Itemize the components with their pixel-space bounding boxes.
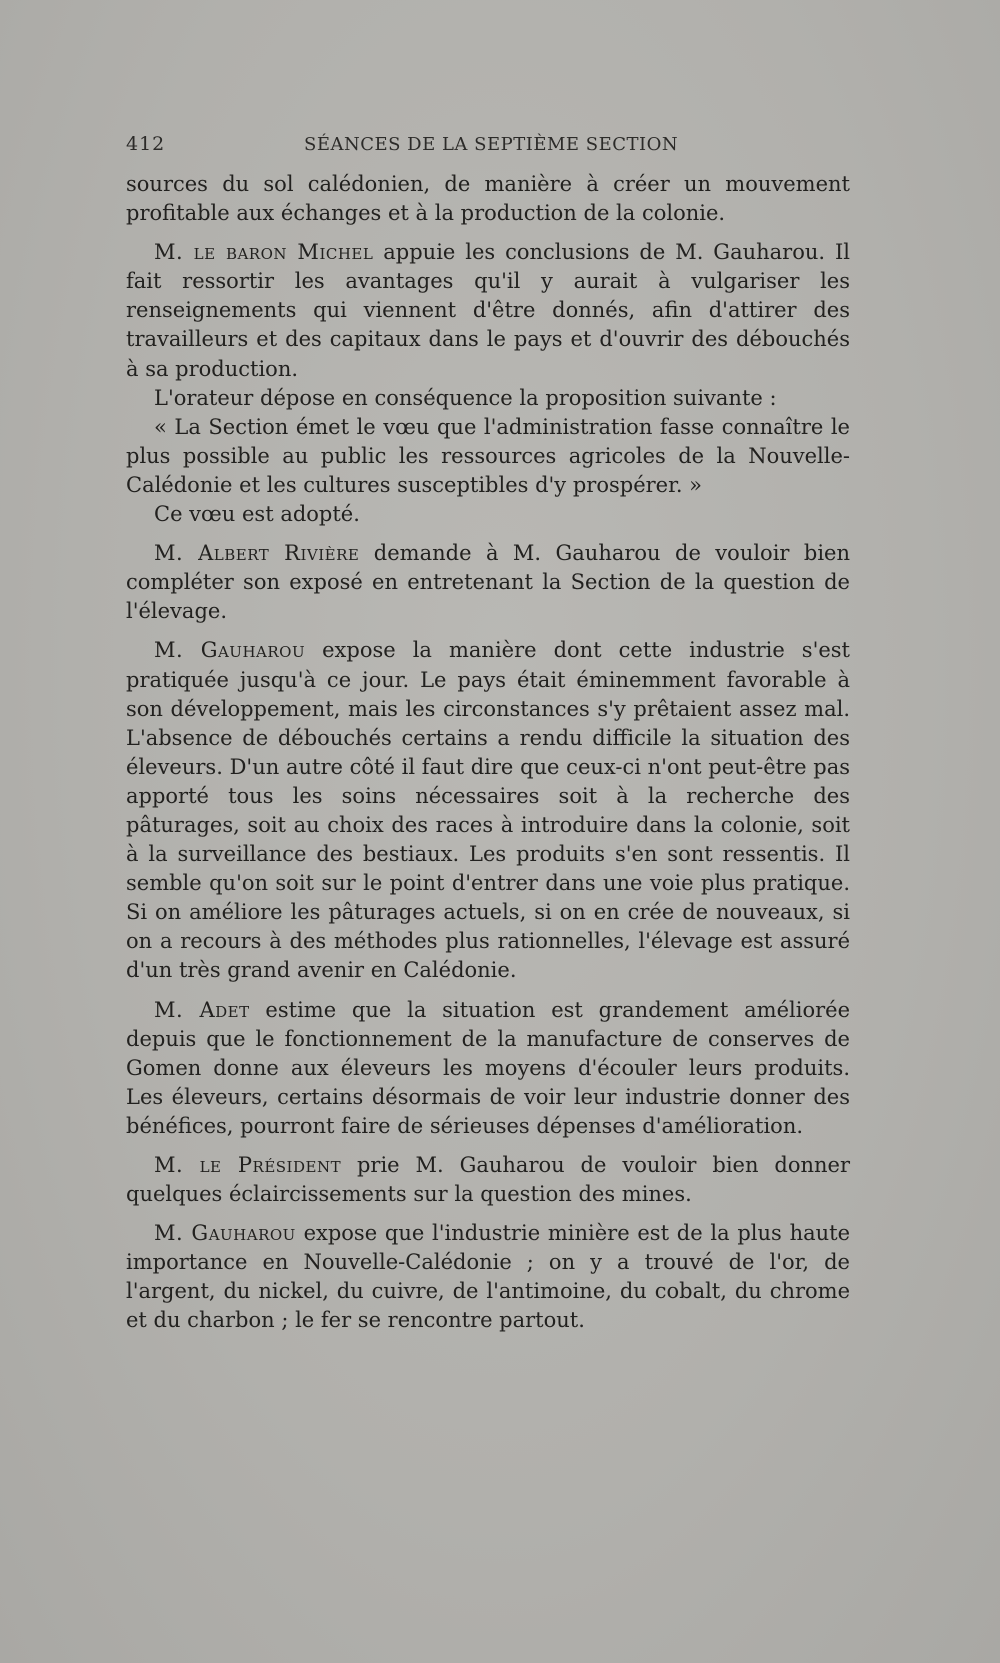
body-text — [126, 170, 850, 1336]
paragraph-8-text: estime que la situation est grandement améliorée depuis que le fonctionnement de la manufacture de conserves de Gomen donne aux éleveurs les moyens d'écouler leurs produits. Les éleveurs, certains désormais de voir leur industrie donner des bénéfices, pourront faire de sérieuses dépenses d'amélioration. — [126, 997, 850, 1138]
paragraph-2-text: appuie les conclusions de M. Gauharou. Il fait ressortir les avantages qu'il y aurait à vulgariser les renseignements qui viennent d'être donnés, afin d'attirer des travailleurs et des capitaux dans le pays et d'ouvrir des débouchés à sa production. — [126, 240, 850, 381]
speaker-name: M. le baron Michel — [154, 240, 374, 265]
paragraph-2 — [126, 238, 850, 383]
speaker-name: M. le Président — [154, 1153, 342, 1177]
paragraph-7 — [126, 636, 850, 985]
speaker-name: M. Adet — [154, 997, 250, 1022]
paragraph-1 — [126, 170, 850, 228]
paragraph-7-text: expose la manière dont cette industrie s'est pratiquée jusqu'à ce jour. Le pays était éminemment favorable à son développement, mais les circonstances s'y prêtaient assez mal. L'absence de débouchés certains a rendu difficile la situation des éleveurs. D'un autre côté il faut dire que ceux-ci n'ont peut-être pas apporté tous les soins nécessaires soit à la recherche des pâturages, soit au choix des races à introduire dans la colonie, soit à la surveillance des bestiaux. Les produits s'en sont ressentis. Il semble qu'on soit sur le point d'entrer dans une voie plus pratique. Si on améliore les pâturages actuels, si on en crée de nouveaux, si on a recours à des méthodes plus rationnelles, l'élevage est assuré d'un très grand avenir en Calédonie. — [126, 638, 850, 983]
paragraph-10-text: expose que l'industrie minière est de la plus haute importance en Nouvelle-Calédonie ; on y a trouvé de l'or, de l'argent, du nickel, du cuivre, de l'antimoine, du cobalt, du chrome et du charbon ; le fer se rencontre partout. — [126, 1221, 851, 1333]
paragraph-4 — [126, 413, 850, 500]
paragraph-3-text: L'orateur dépose en conséquence la proposition suivante : — [154, 385, 777, 410]
paragraph-9-text: prie M. Gauharou de vouloir bien donner quelques éclaircissements sur la question des mines. — [126, 1153, 850, 1207]
running-head — [126, 133, 846, 163]
page-number: 412 — [126, 133, 166, 155]
running-title: SÉANCES DE LA SEPTIÈME SECTION — [304, 134, 679, 155]
paragraph-8 — [126, 996, 850, 1141]
paragraph-10 — [126, 1219, 850, 1335]
speaker-name: M. Gauharou — [154, 1221, 296, 1246]
paragraph-6-text: demande à M. Gauharou de vouloir bien compléter son exposé en entretenant la Section de la question de l'élevage. — [126, 541, 850, 624]
paragraph-5 — [126, 500, 850, 529]
paragraph-4-text: « La Section émet le vœu que l'administration fasse connaître le plus possible au public les ressources agricoles de la Nouvelle-Calédonie et les cultures susceptibles d'y prospérer. » — [126, 414, 850, 497]
paragraph-6 — [126, 539, 850, 626]
paragraph-9 — [126, 1151, 850, 1209]
paragraph-3 — [126, 384, 850, 413]
speaker-name: M. Albert Rivière — [154, 541, 360, 566]
paragraph-5-text: Ce vœu est adopté. — [154, 502, 360, 527]
speaker-name: M. Gauharou — [154, 638, 306, 663]
paragraph-1-text: sources du sol calédonien, de manière à créer un mouvement profitable aux échanges et à la production de la colonie. — [126, 172, 850, 226]
